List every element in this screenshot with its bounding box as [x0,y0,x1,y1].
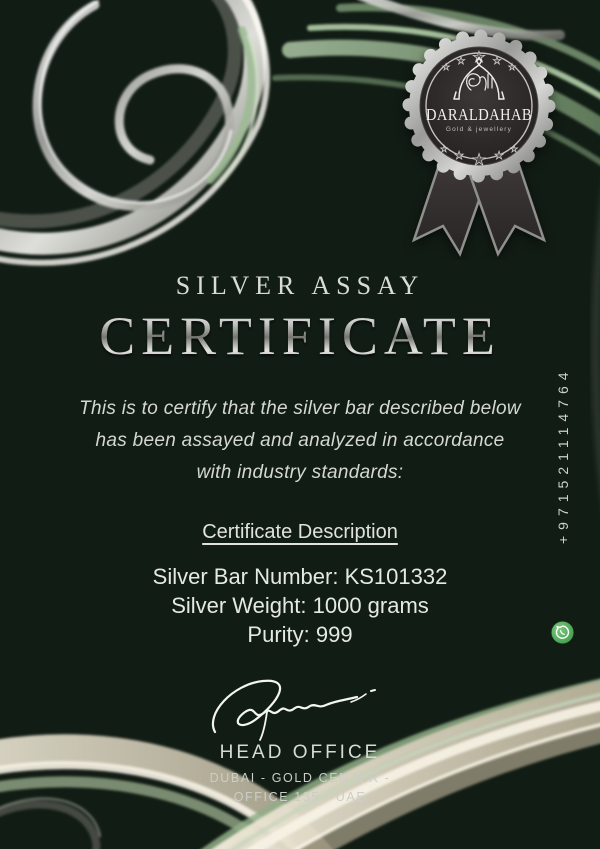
svg-text:★: ★ [472,48,486,66]
svg-text:★: ★ [494,149,504,162]
description-heading: Certificate Description [202,521,398,543]
certificate-intro [0,393,600,489]
signature [205,676,380,744]
signature-scribble-icon [205,676,380,744]
office-title: HEAD OFFICE [219,742,381,763]
certificate-title: CERTIFICATE [0,306,600,366]
svg-text:★: ★ [507,63,517,73]
svg-text:★: ★ [441,63,451,73]
detail-purity: Purity: 999 [247,622,353,647]
svg-text:★: ★ [454,149,464,162]
certificate-details [0,562,600,649]
intro-line-1: This is to certify that the silver bar described below [79,398,521,419]
certificate-eyebrow: SILVER ASSAY [175,271,425,300]
certificate-page: ★ ★ ★ ★ ★ DARALDAHAB Gold & jewellery ★ ★ ★ ★ ★ SILVER ASSAY CERTIFICATE This is to certify that the silver bar described below has been assayed and analyzed in accordance with industry standards: Certificate Description Silver Bar Number: KS101332 Silver Weight: 1000 grams Purity: 999 HEAD OFFICE DUBAI - GOLD CENTER - OFFICE 135 - UAE +971521114764 [0,0,600,849]
award-medal-icon [392,22,567,260]
brand-name: DARALDAHAB [426,105,532,124]
address-line-2: OFFICE 135 - UAE [233,790,367,804]
whatsapp-icon[interactable] [551,621,574,644]
detail-bar-number: Silver Bar Number: KS101332 [152,564,448,589]
svg-text:★: ★ [456,56,466,67]
brand-tagline: Gold & jewellery [445,126,513,133]
detail-weight: Silver Weight: 1000 grams [171,593,429,618]
svg-text:★: ★ [509,145,519,155]
address-line-1: DUBAI - GOLD CENTER - [209,771,391,785]
intro-line-3: with industry standards: [196,462,404,483]
svg-text:★: ★ [471,150,487,169]
award-badge [392,22,567,260]
intro-line-2: has been assayed and analyzed in accordance [95,430,505,451]
office-address [0,769,600,807]
svg-text:★: ★ [492,56,502,67]
svg-text:★: ★ [439,145,449,155]
